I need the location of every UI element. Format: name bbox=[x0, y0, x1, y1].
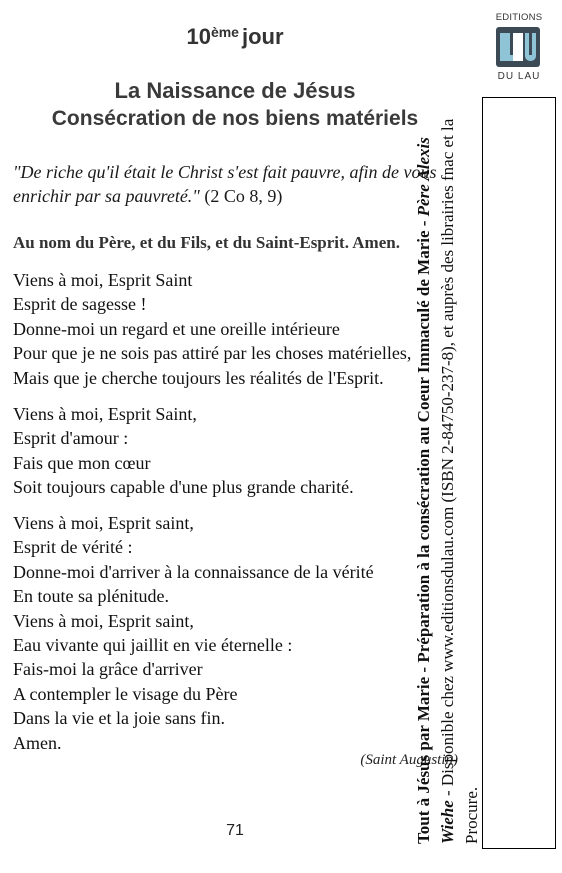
prayer-line: Pour que je ne sois pas attiré par les choses matérielles, bbox=[13, 343, 412, 364]
prayer-line: Mais que je cherche toujours les réalités de l'Esprit. bbox=[13, 367, 384, 388]
logo-bottom-text: DU LAU bbox=[497, 71, 541, 82]
prayer-line: Fais que mon cœur bbox=[13, 452, 151, 473]
stanza bbox=[13, 268, 468, 390]
logo-letters bbox=[496, 27, 540, 67]
stanza bbox=[13, 511, 468, 755]
day-word: jour bbox=[241, 24, 284, 49]
page-number: 71 bbox=[226, 822, 244, 839]
attribution: (Saint Augustin) bbox=[360, 752, 458, 768]
quote-text: "De riche qu'il était le Christ s'est fait pauvre, afin de vous enrichir par sa pauvreté." bbox=[13, 162, 437, 206]
prayer-line: Esprit de vérité : bbox=[13, 537, 133, 558]
prayer-line: Viens à moi, Esprit saint, bbox=[13, 513, 194, 533]
prayer-line: Eau vivante qui jaillit en vie éternelle : bbox=[13, 635, 293, 656]
availability-text: - Disponible chez www.editionsdulau.com (ISBN 2-84750-237-8), et auprès des librairies fnac et la Procure. bbox=[438, 118, 481, 844]
invocation: Au nom du Père, et du Fils, et du Saint-Esprit. Amen. bbox=[13, 233, 400, 252]
prayer-line: Fais-moi la grâce d'arriver bbox=[13, 659, 203, 680]
book-author: Père Alexis Wiehe bbox=[414, 137, 457, 844]
prayer-line: Donne-moi un regard et une oreille intérieure bbox=[13, 318, 340, 339]
prayer-line: A contempler le visage du Père bbox=[13, 683, 238, 704]
prayer-line: Soit toujours capable d'une plus grande charité. bbox=[13, 477, 354, 498]
prayer-line: Dans la vie et la joie sans fin. bbox=[13, 708, 225, 729]
prayer-line: Amen. bbox=[13, 732, 62, 753]
quote-reference: (2 Co 8, 9) bbox=[204, 186, 283, 206]
page-title: La Naissance de Jésus bbox=[114, 78, 356, 103]
prayer-line: Esprit d'amour : bbox=[13, 428, 129, 449]
sidebar-text bbox=[412, 104, 484, 844]
day-number: 10 bbox=[186, 24, 211, 49]
scripture-quote bbox=[13, 160, 463, 208]
prayer-line: En toute sa plénitude. bbox=[13, 586, 169, 607]
logo-top-text: EDITIONS bbox=[495, 12, 543, 23]
prayer-line: Viens à moi, Esprit saint, bbox=[13, 610, 194, 631]
day-title bbox=[0, 24, 470, 50]
publisher-logo bbox=[490, 12, 548, 86]
prayer-line: Viens à moi, Esprit Saint bbox=[13, 270, 193, 290]
prayer-line: Viens à moi, Esprit Saint, bbox=[13, 404, 197, 424]
stanza bbox=[13, 402, 468, 500]
prayer-line: Esprit de sagesse ! bbox=[13, 294, 147, 315]
book-info-sidebar bbox=[414, 97, 556, 849]
book-title: Tout à Jésus par Marie - Préparation à la consécration au Coeur Immaculé de Marie - bbox=[414, 220, 433, 844]
day-suffix: ème bbox=[210, 24, 239, 40]
prayer-line: Donne-moi d'arriver à la connaissance de la vérité bbox=[13, 561, 374, 582]
page-subtitle: Consécration de nos biens matériels bbox=[51, 107, 419, 130]
